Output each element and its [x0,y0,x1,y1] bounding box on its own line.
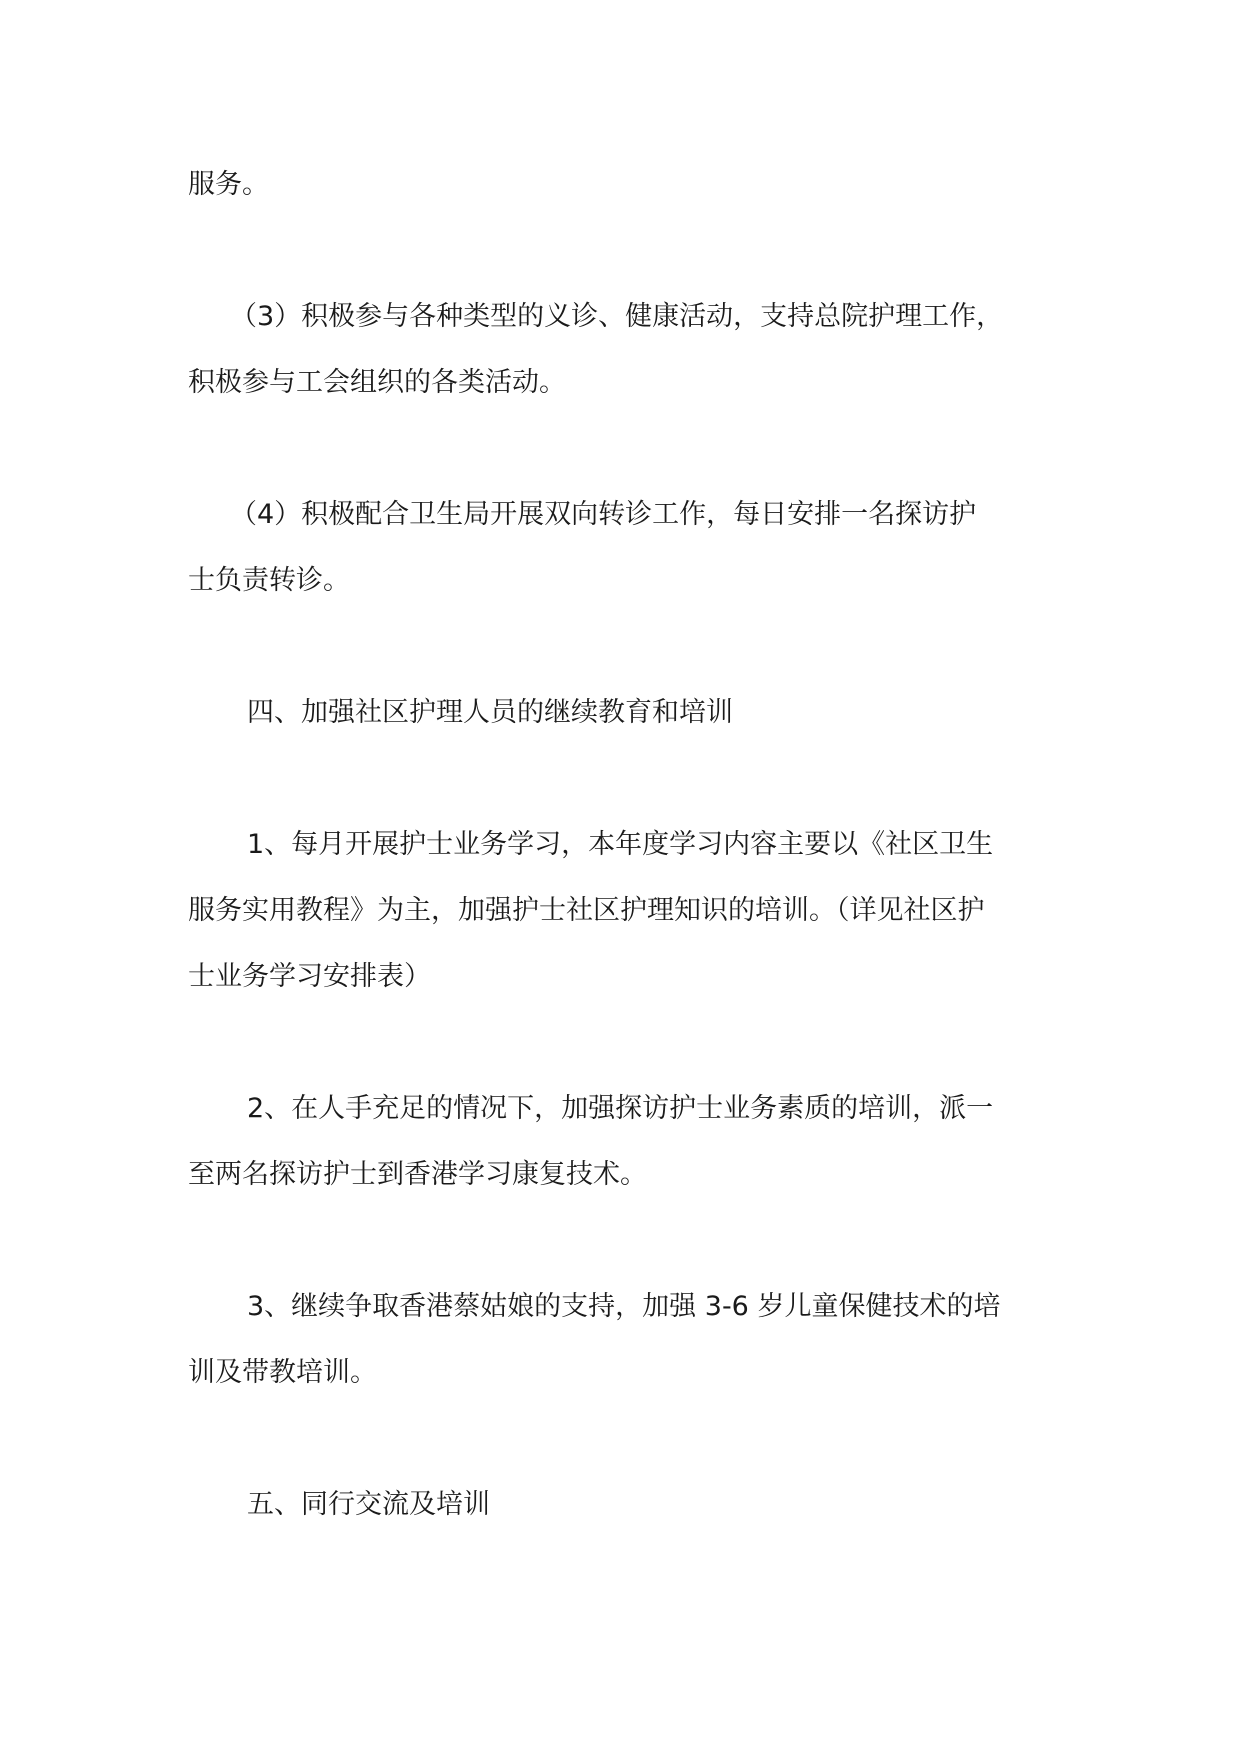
section-heading: 五、同行交流及培训 [247,1489,490,1520]
paragraph-line: 3、继续争取香港蔡姑娘的支持，加强 3-6 岁儿童保健技术的培 [247,1291,1001,1322]
paragraph-line: 训及带教培训。 [188,1357,377,1388]
paragraph-line: 1、每月开展护士业务学习，本年度学习内容主要以《社区卫生 [247,829,994,860]
paragraph-line: 服务实用教程》为主，加强护士社区护理知识的培训。（详见社区护 [188,895,985,926]
paragraph-line: （4）积极配合卫生局开展双向转诊工作，每日安排一名探访护 [230,499,977,530]
paragraph-line: 积极参与工会组织的各类活动。 [188,367,566,398]
paragraph-line: 士业务学习安排表） [188,961,431,992]
paragraph-line: 2、在人手充足的情况下，加强探访护士业务素质的培训，派一 [247,1093,994,1124]
paragraph-line: 至两名探访护士到香港学习康复技术。 [188,1159,647,1190]
paragraph-line: 士负责转诊。 [188,565,350,596]
paragraph-line: （3）积极参与各种类型的义诊、健康活动，支持总院护理工作， [230,301,1004,332]
paragraph-line: 服务。 [188,169,269,200]
section-heading: 四、加强社区护理人员的继续教育和培训 [247,697,733,728]
